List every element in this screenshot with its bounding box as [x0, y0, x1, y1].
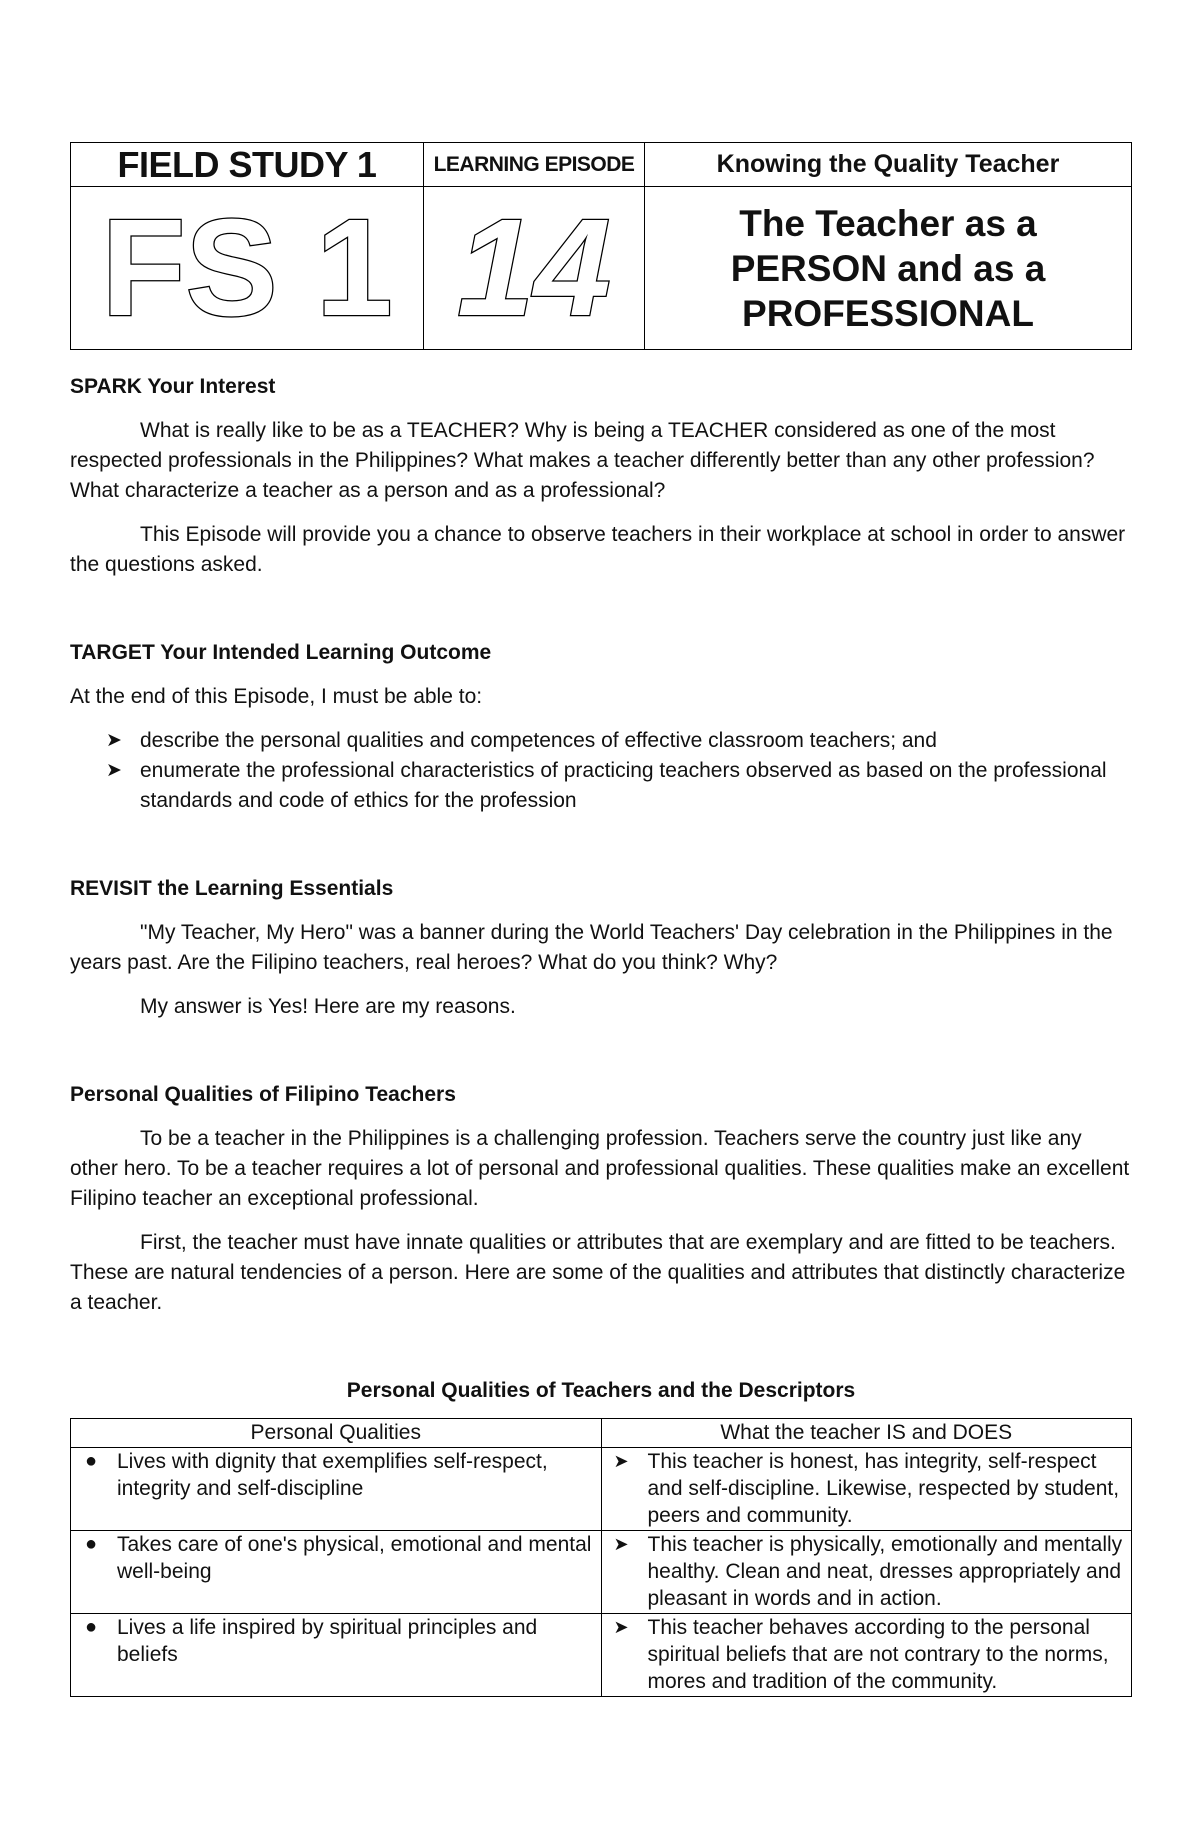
outcome-item: [70, 726, 1132, 756]
arrow-bullet-icon: ➤: [106, 760, 122, 781]
column-header: What the teacher IS and DOES: [601, 1419, 1132, 1448]
header-table: [70, 142, 1132, 350]
outcome-text: enumerate the professional characteristics of practicing teachers observed as based on the professional standards and code of ethics for the profession: [140, 759, 1107, 812]
learning-episode-label: LEARNING EPISODE: [424, 143, 645, 187]
revisit-paragraph: "My Teacher, My Hero" was a banner during the World Teachers' Day celebration in the Philippines in the years past. Are the Filipino teachers, real heroes? What do you think? Why?: [70, 921, 1113, 974]
target-intro: At the end of this Episode, I must be able to:: [70, 685, 483, 708]
arrow-bullet-icon: ➤: [613, 1451, 629, 1471]
episode-subtitle: Knowing the Quality Teacher: [645, 143, 1132, 187]
outcome-list: [70, 726, 1132, 816]
arrow-bullet-icon: ➤: [106, 730, 122, 751]
quality-text: Lives with dignity that exemplifies self-respect, integrity and self-discipline: [117, 1450, 548, 1500]
descriptor-text: This teacher behaves according to the personal spiritual beliefs that are not contrary to the norms, mores and tradition of the community.: [647, 1616, 1109, 1693]
bullet-dot-icon: ●: [85, 1450, 98, 1472]
table-row: [71, 1531, 1132, 1614]
qualities-table: [70, 1418, 1132, 1697]
fs-big-label: FS 1: [71, 187, 424, 350]
outcome-text: describe the personal qualities and competences of effective classroom teachers; and: [140, 729, 937, 752]
spark-paragraph: This Episode will provide you a chance to observe teachers in their workplace at school in order to answer the questions asked.: [70, 523, 1126, 576]
target-heading: TARGET Your Intended Learning Outcome: [70, 641, 492, 664]
personal-qualities-heading: Personal Qualities of Filipino Teachers: [70, 1083, 456, 1106]
column-header: Personal Qualities: [71, 1419, 602, 1448]
arrow-bullet-icon: ➤: [613, 1534, 629, 1554]
episode-title-line: PERSON and as a: [730, 247, 1046, 289]
spark-paragraph: What is really like to be as a TEACHER? Why is being a TEACHER considered as one of the most respected professionals in the Philippines? What makes a teacher differently better than any other profession? What characterize a teacher as a person and as a professional?: [70, 419, 1095, 502]
revisit-heading: REVISIT the Learning Essentials: [70, 877, 394, 900]
descriptor-text: This teacher is honest, has integrity, self-respect and self-discipline. Likewise, respected by student, peers and community.: [647, 1450, 1120, 1527]
field-study-label: FIELD STUDY 1: [71, 143, 424, 187]
arrow-bullet-icon: ➤: [613, 1617, 629, 1637]
outcome-item: [70, 756, 1132, 816]
table-header-row: [71, 1419, 1132, 1448]
episode-number: 14: [424, 187, 645, 350]
table-row: [71, 1448, 1132, 1531]
table-row: [71, 1614, 1132, 1697]
descriptor-text: This teacher is physically, emotionally and mentally healthy. Clean and neat, dresses appropriately and pleasant in words and in action.: [647, 1533, 1123, 1610]
document-body: [70, 372, 1132, 1697]
episode-title-line: The Teacher as a: [739, 202, 1037, 244]
quality-text: Takes care of one's physical, emotional and mental well-being: [117, 1533, 592, 1583]
bullet-dot-icon: ●: [85, 1533, 98, 1555]
revisit-paragraph: My answer is Yes! Here are my reasons.: [140, 995, 516, 1018]
personal-paragraph: To be a teacher in the Philippines is a challenging profession. Teachers serve the country just like any other hero. To be a teacher requires a lot of personal and professional qualities. These qualities make an excellent Filipino teacher an exceptional professional.: [70, 1127, 1130, 1210]
quality-text: Lives a life inspired by spiritual principles and beliefs: [117, 1616, 538, 1666]
episode-title-line: PROFESSIONAL: [742, 292, 1034, 334]
bullet-dot-icon: ●: [85, 1616, 98, 1638]
spark-heading: SPARK Your Interest: [70, 375, 276, 398]
table-title: Personal Qualities of Teachers and the Descriptors: [346, 1379, 856, 1402]
episode-title: [645, 187, 1132, 350]
personal-paragraph: First, the teacher must have innate qualities or attributes that are exemplary and are fitted to be teachers. These are natural tendencies of a person. Here are some of the qualities and attributes that distinctly characterize a teacher.: [70, 1231, 1126, 1314]
